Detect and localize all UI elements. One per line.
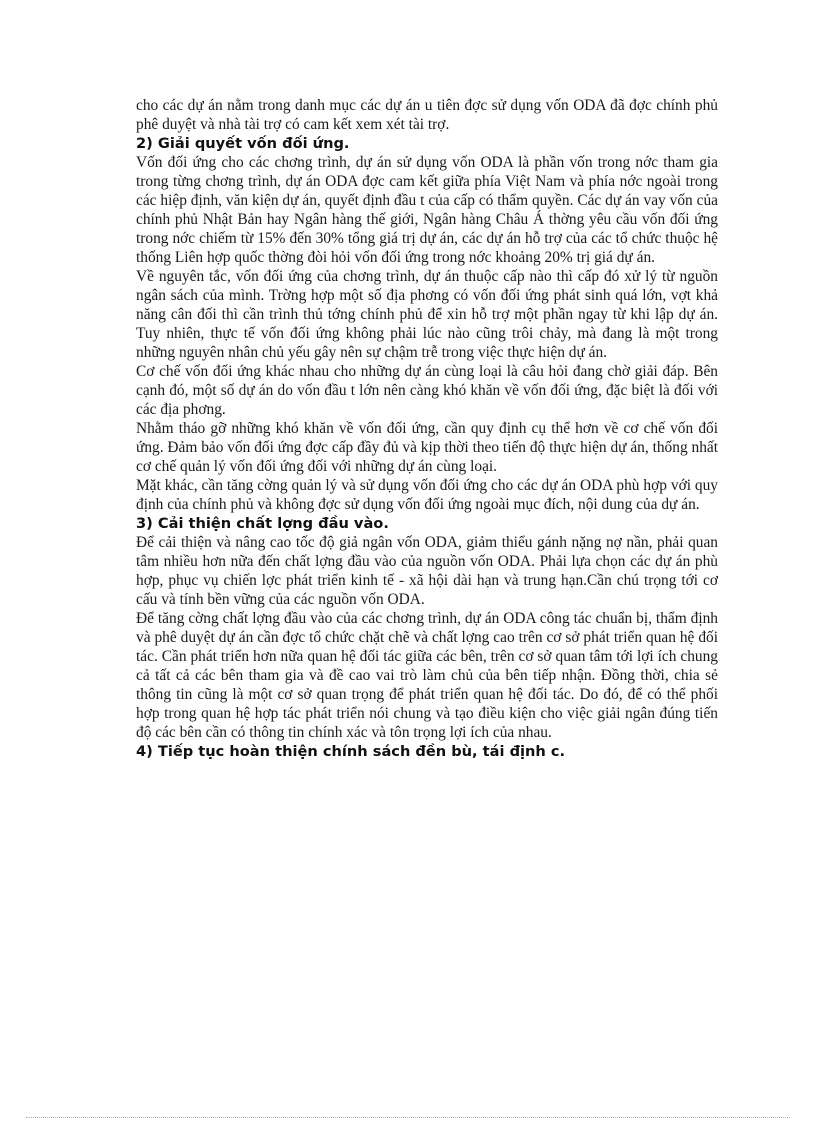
paragraph-input-quality-improvement: Để cải thiện và nâng cao tốc độ giả ngân vốn ODA, giảm thiểu gánh nặng nợ nần, phải quan tâm nhiều hơn nữa đến chất lợng đầu vào của nguồn vốn ODA. Phải lựa chọn các dự án phù hợp, phục vụ chiến lợc phát triển kinh tế - xã hội dài hạn và trung hạn.Cần chú trọng tới cơ cấu và tính bền vững của các nguồn vốn ODA. xyxy=(136,534,718,608)
heading-section-2: 2) Giải quyết vốn đối ứng. xyxy=(136,135,350,152)
page-bottom-divider xyxy=(26,1117,790,1118)
paragraph-counterpart-funds-definition: Vốn đối ứng cho các chơng trình, dự án sử dụng vốn ODA là phần vốn trong nớc tham gia trong từng chơng trình, dự án ODA đợc cam kết giữa phía Việt Nam và phía nớc ngoài trong các hiệp định, văn kiện dự án, quyết định đầu t của cấp có thẩm quyền. Các dự án vay vốn của chính phủ Nhật Bản hay Ngân hàng thế giới, Ngân hàng Châu Á thờng yêu cầu vốn đối ứng trong nớc chiếm từ 15% đến 30% tổng giá trị dự án, các dự án hỗ trợ của các tổ chức thuộc hệ thống Liên hợp quốc thờng đòi hỏi vốn đối ứng trong nớc khoảng 20% trị giá dự án. xyxy=(136,154,718,266)
paragraph-counterpart-funds-principle: Về nguyên tắc, vốn đối ứng của chơng trình, dự án thuộc cấp nào thì cấp đó xử lý từ nguồn ngân sách của mình. Trờng hợp một số địa phơng có vốn đối ứng phát sinh quá lớn, vợt khả năng cân đối thì cần trình thủ tớng chính phủ để xin hỗ trợ một phần ngay từ khi lập dự án. Tuy nhiên, thực tế vốn đối ứng không phải lúc nào cũng trôi chảy, mà đang là một trong những nguyên nhân chủ yếu gây nên sự chậm trễ trong việc thực hiện dự án. xyxy=(136,268,718,361)
document-body xyxy=(136,96,718,761)
paragraph-counterpart-funds-solutions: Nhằm tháo gỡ những khó khăn về vốn đối ứng, cần quy định cụ thể hơn về cơ chế vốn đối ứng. Đảm bảo vốn đối ứng đợc cấp đầy đủ và kịp thời theo tiến độ thực hiện dự án, thống nhất cơ chế quản lý vốn đối ứng đối với những dự án cùng loại. xyxy=(136,420,718,475)
paragraph-input-quality-partnership: Để tăng cờng chất lợng đầu vào của các chơng trình, dự án ODA công tác chuẩn bị, thẩm định và phê duyệt dự án cần đợc tổ chức chặt chẽ và chất lợng cao trên cơ sở phát triển quan hệ đối tác. Cần phát triển hơn nữa quan hệ đối tác giữa các bên, trên cơ sở quan tâm tới lợi ích chung cả tất cả các bên tham gia và đề cao vai trò làm chủ của bên tiếp nhận. Đồng thời, chia sẻ thông tin cũng là một cơ sở quan trọng để phát triển quan hệ đối tác. Do đó, để có thể phối hợp trong quan hệ hợp tác phát triển nói chung và tạo điều kiện cho việc giải ngân đúng tiến độ các bên cần có thông tin chính xác và tôn trọng lợi ích của nhau. xyxy=(136,610,718,741)
paragraph-counterpart-funds-management: Mặt khác, cần tăng cờng quản lý và sử dụng vốn đối ứng cho các dự án ODA phù hợp với quy định của chính phủ và không đợc sử dụng vốn đối ứng ngoài mục đích, nội dung của dự án. xyxy=(136,477,718,513)
paragraph-intro-continuation: cho các dự án nằm trong danh mục các dự án u tiên đợc sử dụng vốn ODA đã đợc chính phủ phê duyệt và nhà tài trợ có cam kết xem xét tài trợ. xyxy=(136,97,718,133)
heading-section-3: 3) Cải thiện chất lợng đầu vào. xyxy=(136,515,389,532)
paragraph-counterpart-funds-mechanism: Cơ chế vốn đối ứng khác nhau cho những dự án cùng loại là câu hỏi đang chờ giải đáp. Bên cạnh đó, một số dự án do vốn đầu t lớn nên càng khó khăn về vốn đối ứng, đặc biệt là đối với các địa phơng. xyxy=(136,363,718,418)
heading-section-4: 4) Tiếp tục hoàn thiện chính sách đền bù, tái định c. xyxy=(136,743,566,760)
